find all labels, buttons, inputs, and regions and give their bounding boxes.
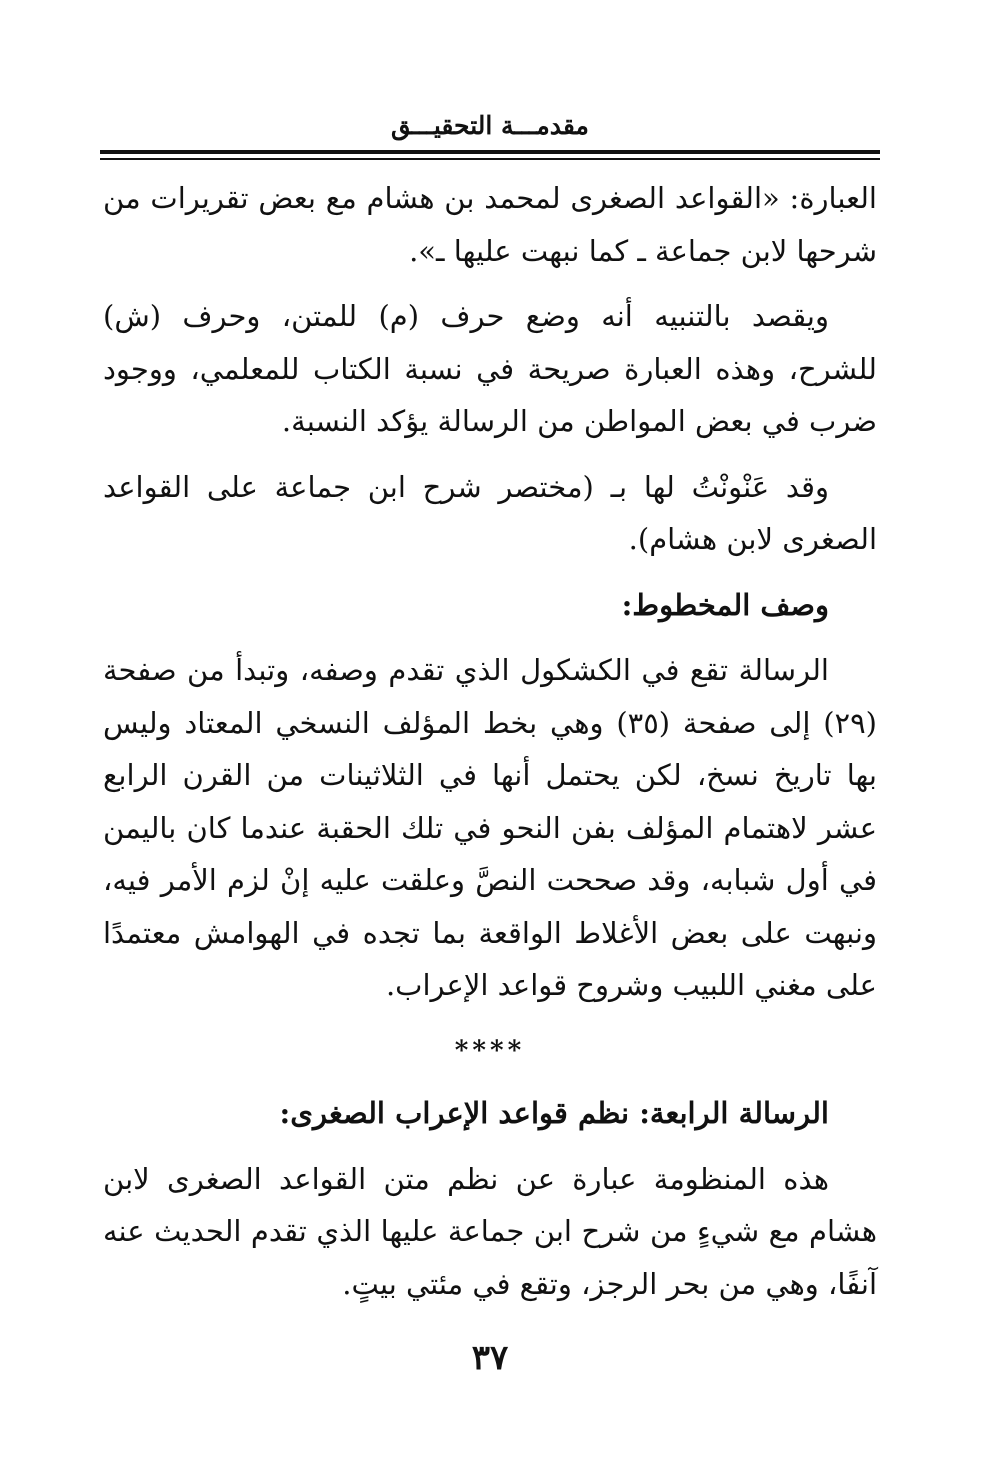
section-heading-fourth-treatise: الرسالة الرابعة: نظم قواعد الإعراب الصغرى:	[279, 1096, 829, 1130]
section-separator-stars: ****	[454, 1035, 526, 1066]
body-text	[103, 172, 877, 1323]
running-header-title: مقدمـــة التحقيـــق	[391, 111, 589, 140]
page-number: ٣٧	[471, 1338, 509, 1378]
paragraph-manuscript-description: الرسالة تقع في الكشكول الذي تقدم وصفه، وتبدأ من صفحة (٢٩) إلى صفحة (٣٥) وهي بخط المؤلف النسخي المعتاد وليس بها تاريخ نسخ، لكن يحتمل أنها في الثلاثينات من القرن الرابع عشر لاهتمام المؤلف بفن النحو في تلك الحقبة عندما كان باليمن في أول شبابه، وقد صححت النصَّ وعلقت عليه إنْ لزم الأمر فيه، ونبهت على بعض الأغلاط الواقعة بما تجده في الهوامش معتمدًا على مغني اللبيب وشروح قواعد الإعراب.	[103, 653, 877, 1002]
paragraph-title: وقد عَنْونْتُ لها بـ (مختصر شرح ابن جماعة على القواعد الصغرى لابن هشام).	[103, 469, 877, 556]
section-heading-manuscript: وصف المخطوط:	[621, 587, 829, 622]
paragraph-quote: العبارة: «القواعد الصغرى لمحمد بن هشام مع بعض تقريرات من شرحها لابن جماعة ـ كما نبهت عليها ـ».	[103, 181, 877, 268]
paragraph-poem-description: هذه المنظومة عبارة عن نظم متن القواعد الصغرى لابن هشام مع شيءٍ من شرح ابن جماعة عليها الذي تقدم الحديث عنه آنفًا، وهي من بحر الرجز، وتقع في مئتي بيتٍ.	[103, 1161, 877, 1301]
header-rule-thick	[100, 150, 880, 154]
paragraph-attribution: ويقصد بالتنبيه أنه وضع حرف (م) للمتن، وحرف (ش) للشرح، وهذه العبارة صريحة في نسبة الكتاب للمعلمي، ووجود ضرب في بعض المواطن من الرسالة يؤكد النسبة.	[103, 299, 877, 438]
header-rule-thin	[100, 158, 880, 160]
